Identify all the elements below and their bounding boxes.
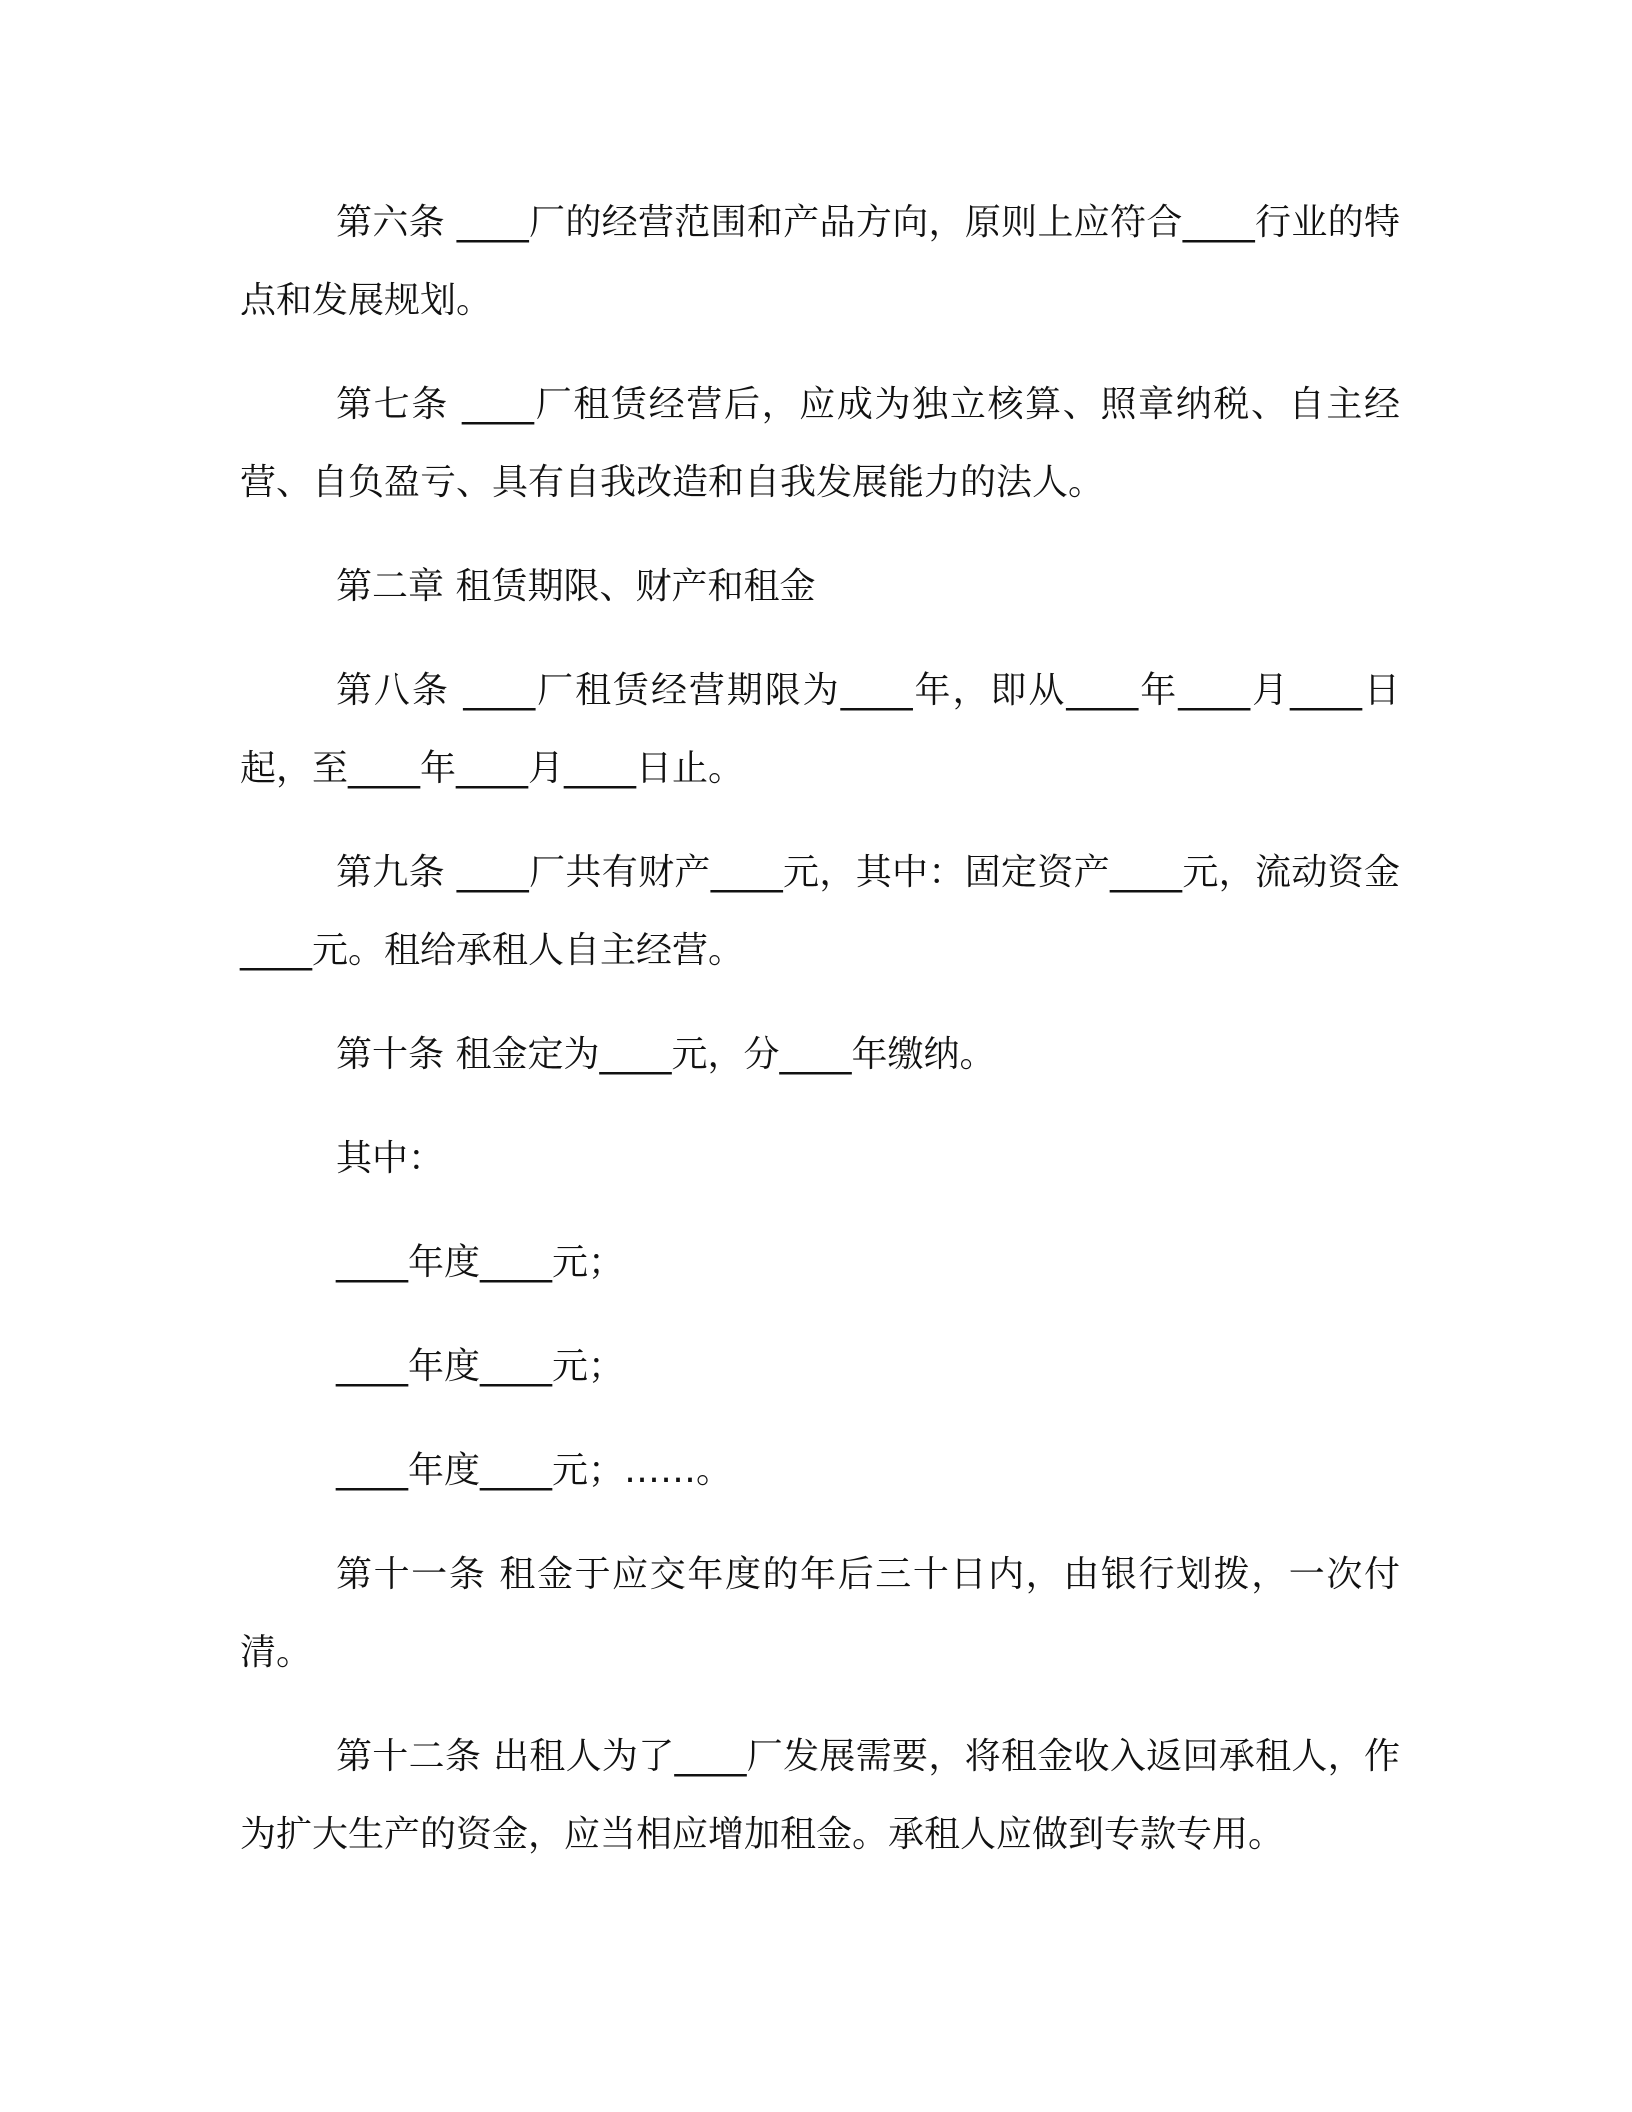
article-11: 第十一条 租金于应交年度的年后三十日内，由银行划拨，一次付清。 <box>240 1554 1400 1673</box>
article-9: 第九条 ____厂共有财产____元，其中：固定资产____元，流动资金____元。租给承租人自主经营。 <box>240 852 1400 971</box>
article-8: 第八条 ____厂租赁经营期限为____年，即从____年____月____日起，至____年____月____日止。 <box>240 670 1400 789</box>
rent-line-2: ____年度____元； <box>336 1346 625 1387</box>
article-6: 第六条 ____厂的经营范围和产品方向，原则上应符合____行业的特点和发展规划。 <box>240 202 1400 321</box>
article-10: 第十条 租金定为____元，分____年缴纳。 <box>336 1034 996 1075</box>
chapter-2-heading: 第二章 租赁期限、财产和租金 <box>336 566 816 607</box>
article-7: 第七条 ____厂租赁经营后，应成为独立核算、照章纳税、自主经营、自负盈亏、具有自我改造和自我发展能力的法人。 <box>240 384 1400 503</box>
rent-line-3: ____年度____元；……。 <box>336 1450 733 1491</box>
document-body <box>240 184 1400 1900</box>
article-10-subheading: 其中： <box>336 1138 445 1179</box>
rent-line-1: ____年度____元； <box>336 1242 625 1283</box>
article-12: 第十二条 出租人为了____厂发展需要，将租金收入返回承租人，作为扩大生产的资金，应当相应增加租金。承租人应做到专款专用。 <box>240 1736 1400 1855</box>
